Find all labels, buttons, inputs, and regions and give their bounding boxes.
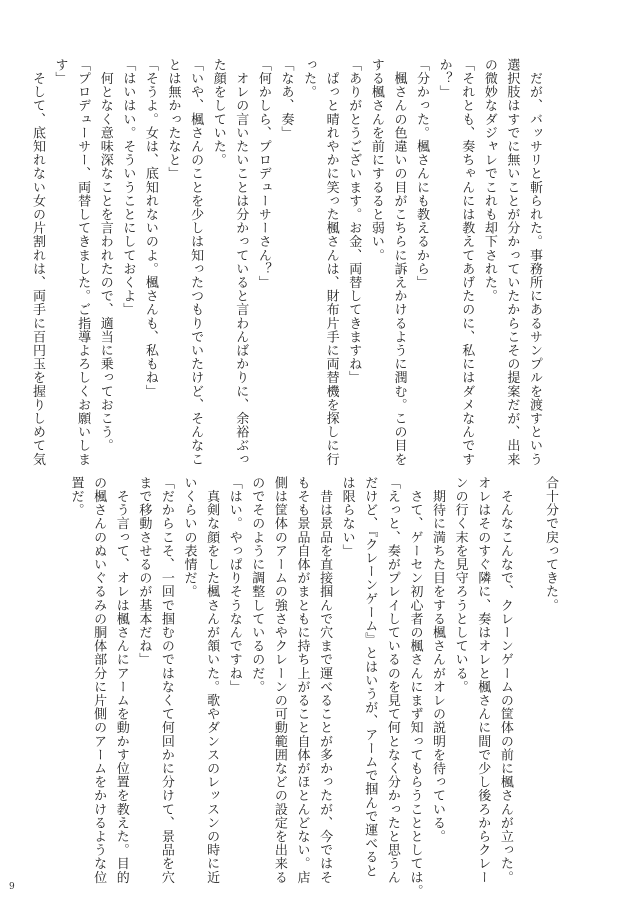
text-line: 選択肢はすでに無いことが分かっていたからこその提案だが、出来 [504, 58, 520, 466]
text-line: す」 [52, 58, 68, 86]
text-line: まで移動させるのが基本だね」 [136, 476, 152, 667]
text-line: 側は筐体のアームの強さやクレーンの可動範囲などの設定を出来る [271, 476, 287, 884]
text-line: ンの行く末を見守ろうとしている。 [452, 476, 468, 694]
text-line: 楓さんの色違いの目がこちらに訴えかけるように潤む。この目を [391, 58, 407, 466]
text-line: だけど、『クレーンゲーム』とはいうが、アームで掴んで運べると [362, 476, 378, 878]
text-line: 何となく意味深なことを言われたので、適当に乗っておこう。 [97, 58, 113, 453]
text-line: 昔は景品を直接掴んで穴まで運べることが多かったが、今ではそ [317, 476, 333, 884]
text-line: のでそのように調整しているのだ。 [249, 476, 265, 694]
text-line: 「何かしら、プロデューサーさん？」 [255, 58, 271, 290]
text-line: もそも景品自体がまともに持ち上がること自体がほとんどない。店 [294, 476, 310, 884]
text-line: 「いや、楓さんのことを少しは知ったつもりでいたけど、そんなこ [188, 58, 204, 466]
text-line: する楓さんを前にするると弱い。 [368, 58, 384, 262]
text-line: 真剣な顔をした楓さんが頷いた。歌やダンスのレッスンの時に近 [204, 476, 220, 884]
text-line: 「えっと、奏がプレイしているのを見て何となく分かったと思うん [384, 476, 400, 884]
text-line: 「なあ、奏」 [278, 58, 294, 140]
text-line: そう言って、オレは楓さんにアームを動かす位置を教えた。目的 [113, 476, 129, 884]
text-line: 「はい。やっぱりそうなんですね」 [226, 476, 242, 694]
text-line: そんなこんなで、クレーンゲームの筐体の前に楓さんが立った。 [497, 476, 513, 884]
text-line: だが、バッサリと斬られた。事務所にあるサンプルを渡すという [527, 58, 542, 466]
page-number: 9 [9, 882, 15, 892]
top-text-block [29, 58, 545, 466]
text-line: 「分かった。楓さんにも教えるから」 [414, 58, 430, 290]
text-line: 「だからこそ、一回で掴むのではなくて何回かに分けて、景品を穴 [158, 476, 174, 884]
text-line: か？」 [436, 58, 452, 99]
text-line: 期待に満ちた目をする楓さんがオレの説明を待っている。 [430, 476, 446, 844]
text-line: 「それとも、奏ちゃんには教えてあげたのに、私にはダメなんです [459, 58, 475, 466]
text-line: オレの言いたいことは分かっていると言わんばかりに、余裕ぶっ [233, 58, 249, 466]
text-line: った。 [301, 58, 317, 99]
text-line: とは無かったなと」 [165, 58, 181, 181]
text-line: ぱっと晴れやかに笑った楓さんは、財布片手に両替機を探しに行 [323, 58, 339, 466]
text-line: 「はいはい。そういうことにしておくよ」 [120, 58, 136, 317]
text-line: さて、ゲーセン初心者の楓さんにまず知ってもらうこととしては。 [407, 476, 423, 898]
text-line: 「そうよ。女は、底知れないのよ。楓さんも、私もね」 [142, 58, 158, 398]
text-line: は限らない」 [339, 476, 355, 558]
text-line: オレはそのすぐ隣に、奏はオレと楓さんに間で少し後ろからクレー [475, 476, 491, 884]
text-line: 「ありがとうございます。お金、両替してきますね」 [346, 58, 362, 385]
text-line: た顔をしていた。 [210, 58, 226, 167]
text-line: 合十分で戻ってきた。 [543, 476, 558, 612]
text-line [516, 476, 539, 848]
text-line: の楓さんのぬいぐるみの胴体部分に片側のアームをかけるような位 [91, 476, 107, 884]
text-line: いくらいの表情だ。 [181, 476, 197, 599]
text-line: 「プロデューサー、両替してきました。ご指導よろしくお願いしま [75, 58, 91, 466]
bottom-text-block [68, 476, 561, 898]
text-line: そして、底知れない女の片割れは、両手に百円玉を握りしめて気 [29, 58, 45, 466]
text-line: の微妙なダジャレでこれも却下された。 [481, 58, 497, 303]
text-line: 置だ。 [68, 476, 84, 517]
